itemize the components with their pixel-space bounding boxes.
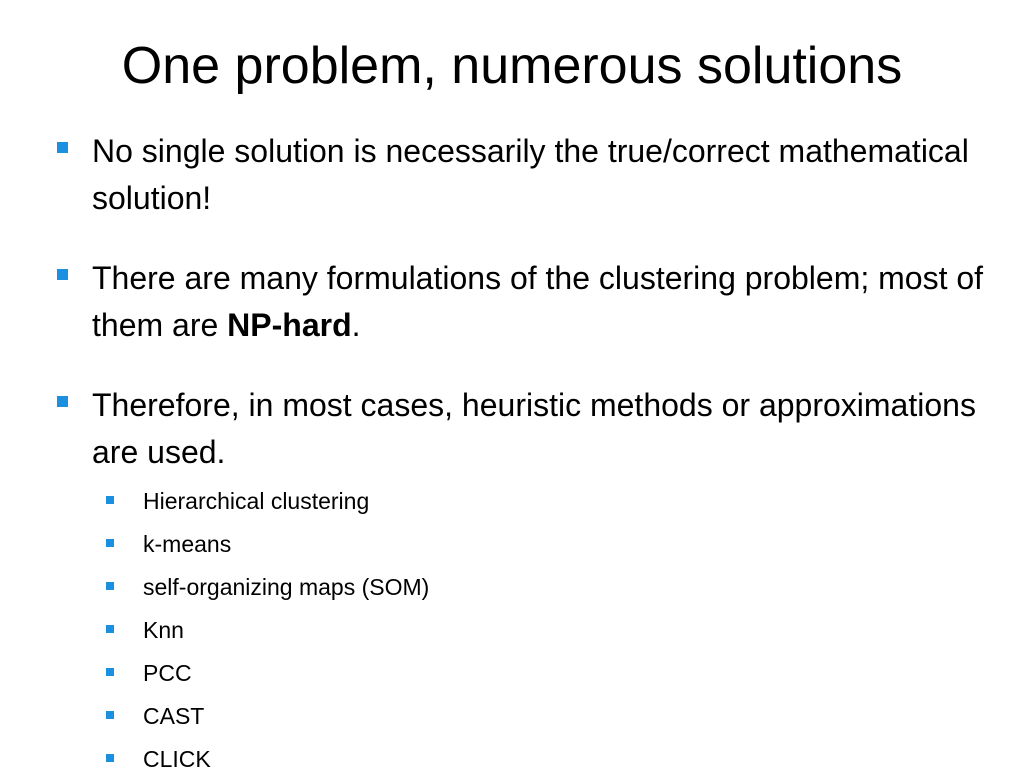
square-bullet-icon — [57, 396, 68, 407]
bullet-text: No single solution is necessarily the true/correct mathematical solution! — [92, 133, 969, 216]
sub-bullet-text: PCC — [143, 660, 192, 686]
bullet-text-part: . — [351, 307, 361, 343]
square-bullet-icon — [106, 711, 114, 719]
sub-bullet-item — [92, 566, 1006, 609]
sub-bullet-text: Knn — [143, 617, 184, 643]
sub-bullet-item — [92, 609, 1006, 652]
square-bullet-icon — [57, 142, 68, 153]
np-hard-term: NP-hard — [227, 307, 352, 343]
bullet-text-part: There are many formulations of the clustering problem; most of them are — [92, 260, 984, 343]
square-bullet-icon — [106, 496, 114, 504]
square-bullet-icon — [106, 625, 114, 633]
square-bullet-icon — [57, 269, 68, 280]
sub-bullet-text: self-organizing maps (SOM) — [143, 574, 430, 600]
slide-title: One problem, numerous solutions — [121, 37, 903, 95]
square-bullet-icon — [106, 668, 114, 676]
sub-bullet-text: Hierarchical clustering — [143, 488, 370, 514]
sub-bullet-item — [92, 523, 1006, 566]
bullet-text — [92, 255, 1006, 349]
sub-bullet-item — [92, 695, 1006, 738]
bullet-list — [56, 128, 1006, 768]
bullet-item — [56, 255, 1006, 349]
bullet-item — [56, 382, 1006, 768]
sub-bullet-item — [92, 480, 1006, 523]
sub-bullet-text: k-means — [143, 531, 232, 557]
sub-bullet-text: CAST — [143, 703, 205, 729]
bullet-text: Therefore, in most cases, heuristic methods or approximations are used. — [92, 387, 976, 470]
sub-bullet-text: CLICK — [143, 746, 211, 768]
square-bullet-icon — [106, 582, 114, 590]
sub-bullet-item — [92, 652, 1006, 695]
sub-bullet-item — [92, 738, 1006, 768]
sub-bullet-list — [92, 480, 1006, 768]
square-bullet-icon — [106, 539, 114, 547]
bullet-item — [56, 128, 1006, 222]
square-bullet-icon — [106, 754, 114, 762]
